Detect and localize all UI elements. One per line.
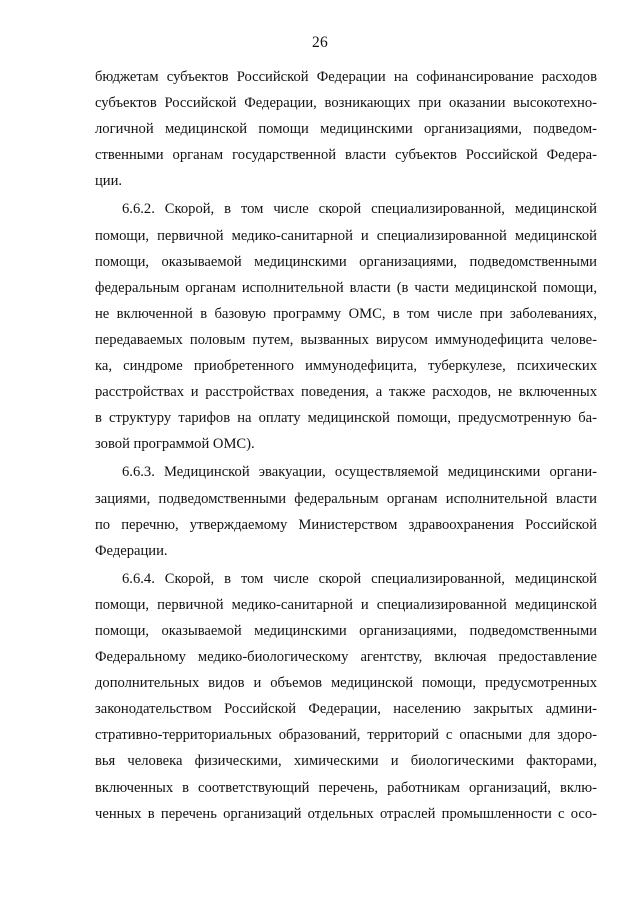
text-line: помощи, оказываемой медицинскими организациями, подведомственными: [95, 622, 597, 639]
text-line: вья человека физическими, химическими и биологическими факторами,: [95, 753, 597, 770]
page-number: 26: [311, 34, 329, 51]
text-line: федеральным органам исполнительной власти (в части медицинской помощи,: [95, 279, 597, 296]
text-line: помощи, первичной медико-санитарной и специализированной медицинской: [95, 227, 597, 244]
paragraph-6-6-4: [95, 566, 597, 827]
text-line: дополнительных видов и объемов медицинской помощи, предусмотренных: [95, 675, 597, 692]
text-line: законодательством Российской Федерации, населению закрытых админи-: [95, 701, 597, 718]
text-line: расстройствах и расстройствах поведения, а также расходов, не включенных: [95, 384, 597, 401]
text-line: ственными органам государственной власти субъектов Российской Федера-: [95, 147, 597, 164]
document-body: [95, 64, 597, 827]
text-line: зациями, подведомственными федеральным органам исполнительной власти: [95, 490, 597, 507]
paragraph-6-6-3: [95, 459, 597, 563]
text-line: передаваемых половым путем, вызванных вирусом иммунодефицита челове-: [95, 331, 597, 348]
text-line: помощи, оказываемой медицинскими организациями, подведомственными: [95, 253, 597, 270]
text-line: Федерации.: [95, 542, 168, 559]
text-line: включенных в соответствующий перечень, работникам организаций, вклю-: [95, 779, 597, 796]
paragraph-continuation: [95, 64, 597, 194]
text-line: 6.6.4. Скорой, в том числе скорой специализированной, медицинской: [122, 570, 597, 587]
text-line: ка, синдроме приобретенного иммунодефицита, туберкулезе, психических: [95, 358, 597, 375]
text-line: субъектов Российской Федерации, возникающих при оказании высокотехно-: [95, 95, 597, 112]
text-line: Федеральному медико-биологическому агентству, включая предоставление: [95, 649, 597, 666]
text-line: не включенной в базовую программу ОМС, в том числе при заболеваниях,: [95, 305, 597, 322]
text-line: логичной медицинской помощи медицинскими организациями, подведом-: [95, 121, 597, 138]
text-line: 6.6.3. Медицинской эвакуации, осуществляемой медицинскими органи-: [122, 464, 597, 481]
text-line: 6.6.2. Скорой, в том числе скорой специализированной, медицинской: [122, 201, 597, 218]
text-line: ченных в перечень организаций отдельных отраслей промышленности с осо-: [95, 805, 597, 822]
text-line: стративно-территориальных образований, территорий с опасными для здоро-: [95, 727, 597, 744]
text-line: в структуру тарифов на оплату медицинской помощи, предусмотренную ба-: [95, 410, 597, 427]
text-line: зовой программой ОМС).: [95, 436, 255, 453]
text-line: помощи, первичной медико-санитарной и специализированной медицинской: [95, 596, 597, 613]
text-line: бюджетам субъектов Российской Федерации на софинансирование расходов: [95, 69, 597, 85]
text-line: по перечню, утверждаемому Министерством здравоохранения Российской: [95, 516, 597, 533]
paragraph-6-6-2: [95, 196, 597, 457]
text-line: ции.: [95, 173, 123, 190]
